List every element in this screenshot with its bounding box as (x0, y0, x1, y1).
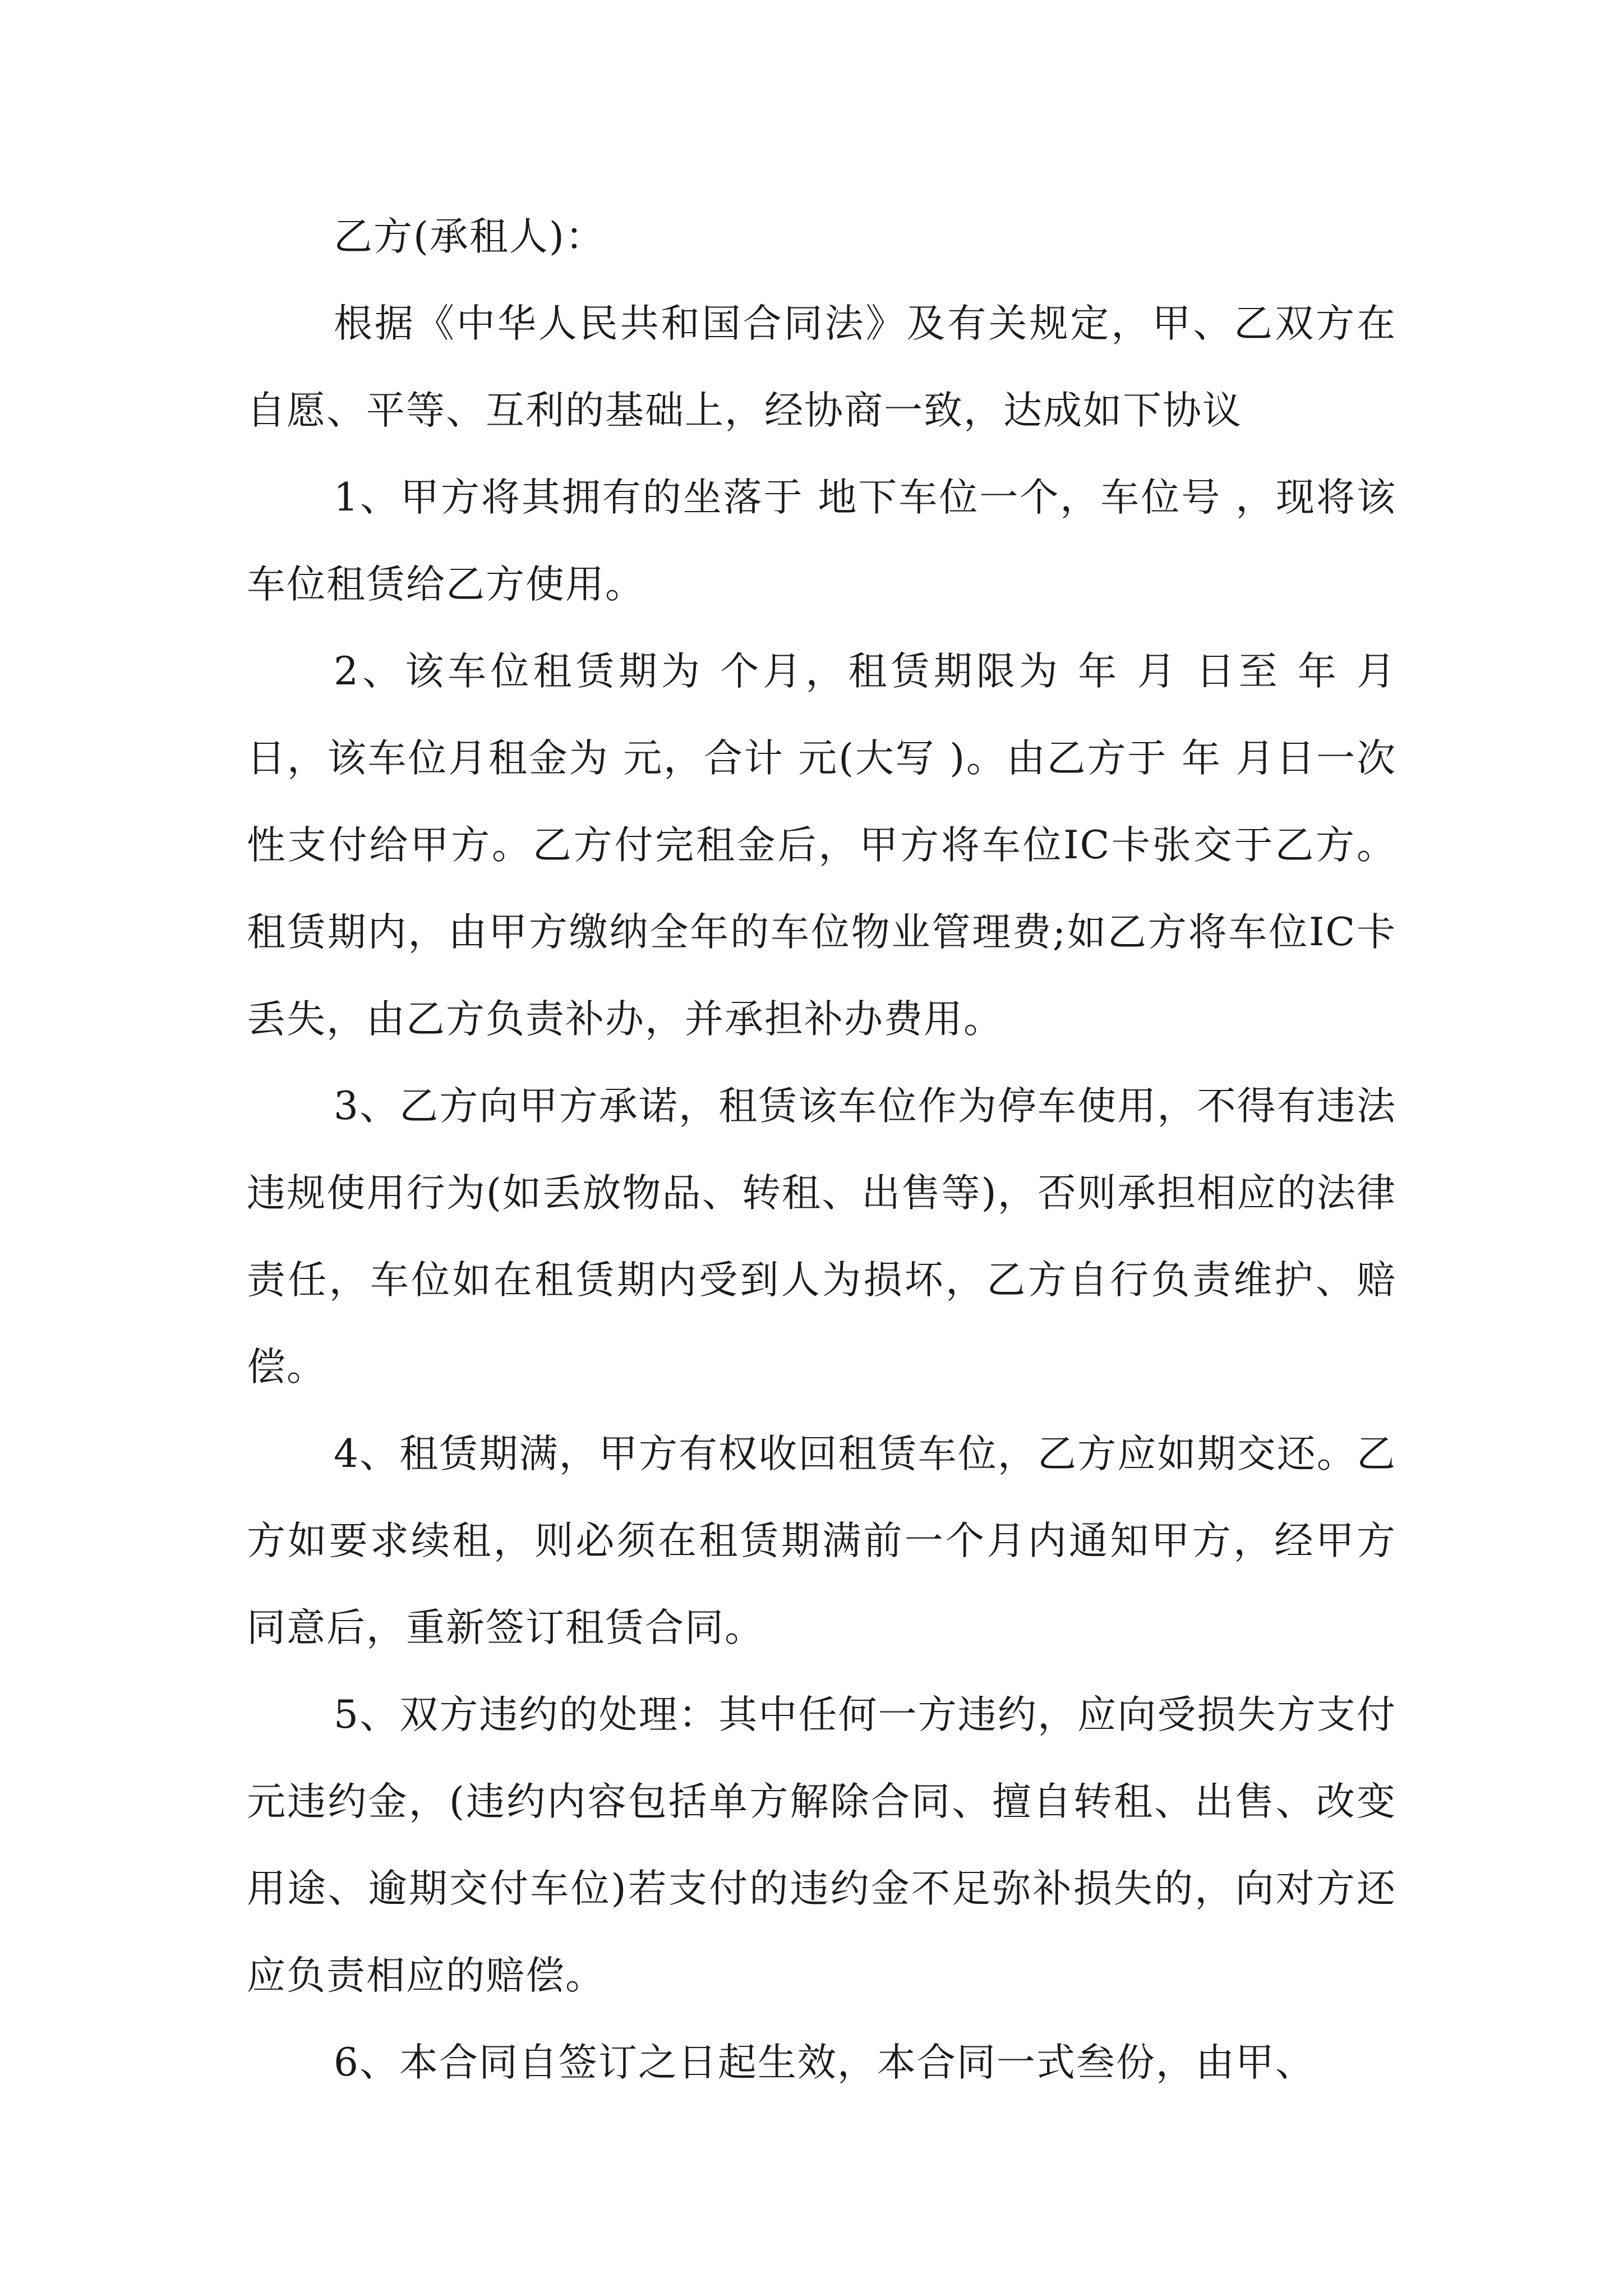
clause-1: 1、甲方将其拥有的坐落于 地下车位一个，车位号 ，现将该车位租赁给乙方使用。 (247, 475, 1396, 607)
contract-body (247, 194, 1396, 2106)
preamble-paragraph: 根据《中华人民共和国合同法》及有关规定，甲、乙双方在自愿、平等、互利的基础上，经协商一致，达成如下协议 (247, 301, 1396, 433)
party-b-line: 乙方(承租人)： (334, 214, 605, 259)
clause-4: 4、租赁期满，甲方有权收回租赁车位，乙方应如期交还。乙方如要求续租，则必须在租赁期满前一个月内通知甲方，经甲方同意后，重新签订租赁合同。 (247, 1432, 1396, 1650)
clause-3: 3、乙方向甲方承诺，租赁该车位作为停车使用，不得有违法违规使用行为(如丢放物品、转租、出售等)，否则承担相应的法律责任，车位如在租赁期内受到人为损坏，乙方自行负责维护、赔偿。 (247, 1084, 1396, 1389)
clause-5: 5、双方违约的处理：其中任何一方违约，应向受损失方支付元违约金，(违约内容包括单方解除合同、擅自转租、出售、改变用途、逾期交付车位)若支付的违约金不足弥补损失的，向对方还应负责相应的赔偿。 (247, 1692, 1396, 1998)
clause-2: 2、该车位租赁期为 个月，租赁期限为 年 月 日至 年 月 日，该车位月租金为 元，合计 元(大写 )。由乙方于 年 月日一次性支付给甲方。乙方付完租金后，甲方将车位IC卡张交于乙方。租赁期内，由甲方缴纳全年的车位物业管理费;如乙方将车位IC卡丢失，由乙方负责补办，并承担补办费用。 (247, 649, 1396, 1042)
clause-6: 6、本合同自签订之日起生效，本合同一式叁份，由甲、 (334, 2040, 1315, 2085)
